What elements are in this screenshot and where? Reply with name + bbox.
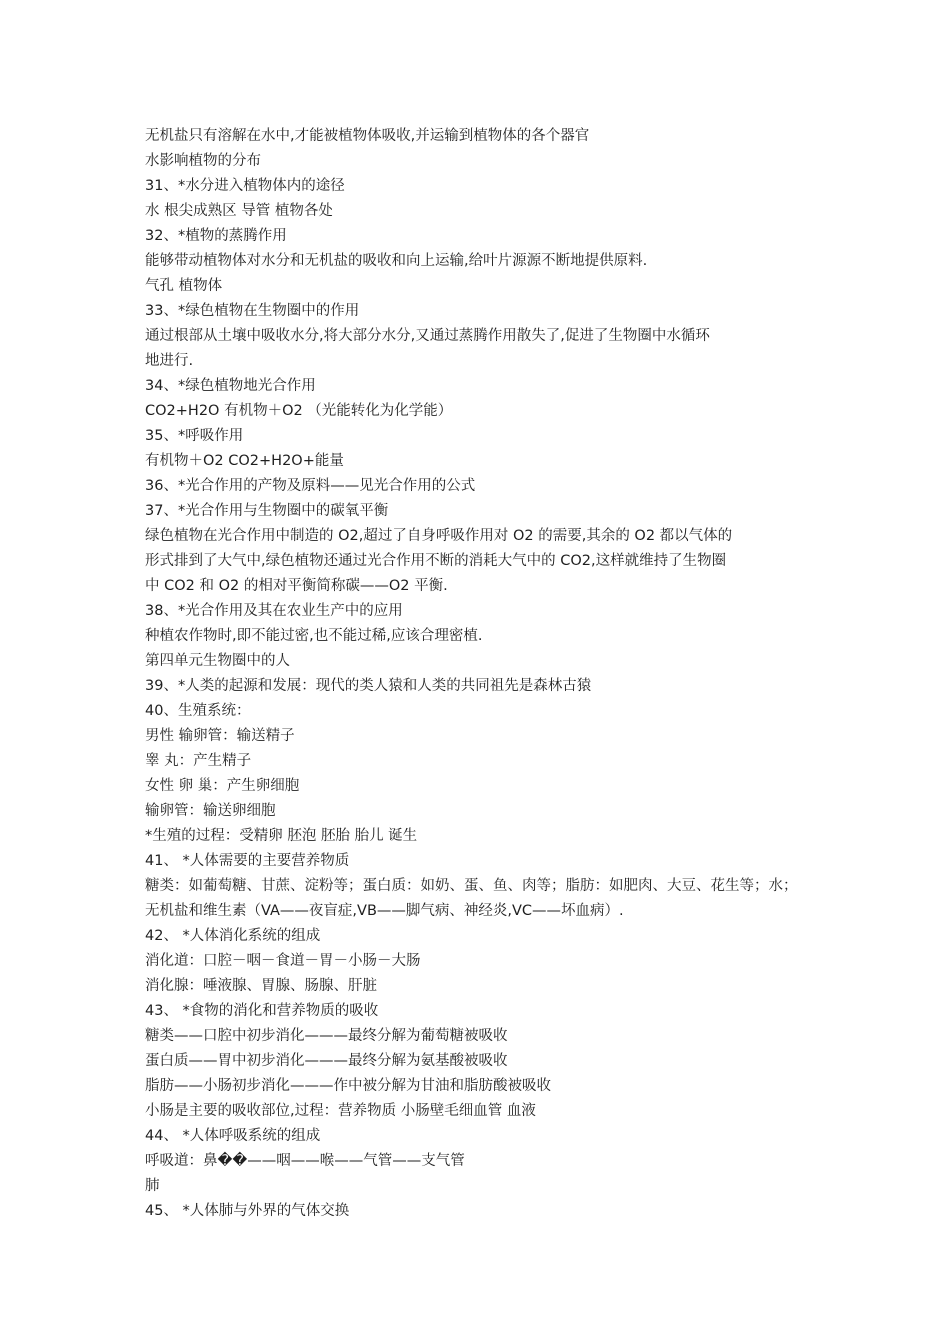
text-line: 无机盐只有溶解在水中,才能被植物体吸收,并运输到植物体的各个器官 <box>145 128 590 144</box>
text-line: 消化道：口腔－咽－食道－胃－小肠－大肠 <box>145 953 421 969</box>
text-line: 女性 卵 巢：产生卵细胞 <box>145 778 300 794</box>
text-line: 地进行. <box>145 353 194 369</box>
text-line: 通过根部从土壤中吸收水分,将大部分水分,又通过蒸腾作用散失了,促进了生物圈中水循环 <box>145 328 710 344</box>
text-line: 糖类——口腔中初步消化———最终分解为葡萄糖被吸收 <box>145 1028 508 1044</box>
text-line: 能够带动植物体对水分和无机盐的吸收和向上运输,给叶片源源不断地提供原料. <box>145 253 648 269</box>
text-line: 水影响植物的分布 <box>145 153 261 169</box>
text-line: 糖类：如葡萄糖、甘蔗、淀粉等；蛋白质：如奶、蛋、鱼、肉等；脂肪：如肥肉、大豆、花生等；水； <box>145 878 798 894</box>
section-heading: 41、 *人体需要的主要营养物质 <box>145 853 350 869</box>
section-heading: 36、*光合作用的产物及原料——见光合作用的公式 <box>145 478 476 494</box>
text-line: 绿色植物在光合作用中制造的 O2,超过了自身呼吸作用对 O2 的需要,其余的 O2 都以气体的 <box>145 528 733 544</box>
section-heading: 42、 *人体消化系统的组成 <box>145 928 321 944</box>
text-line: 消化腺：唾液腺、胃腺、肠腺、肝脏 <box>145 978 377 994</box>
text-line: 中 CO2 和 O2 的相对平衡简称碳——O2 平衡. <box>145 578 448 594</box>
section-heading: 37、*光合作用与生物圈中的碳氧平衡 <box>145 503 389 519</box>
text-line: 睾 丸：产生精子 <box>145 753 252 769</box>
text-line: 水 根尖成熟区 导管 植物各处 <box>145 203 333 219</box>
formula-line: 有机物＋O2 CO2+H2O+能量 <box>145 453 344 469</box>
section-heading: 44、 *人体呼吸系统的组成 <box>145 1128 321 1144</box>
section-heading: 35、*呼吸作用 <box>145 428 244 444</box>
text-line: 气孔 植物体 <box>145 278 223 294</box>
section-heading: 39、*人类的起源和发展：现代的类人猿和人类的共同祖先是森林古猿 <box>145 678 592 694</box>
section-heading: 32、*植物的蒸腾作用 <box>145 228 287 244</box>
text-line: 蛋白质——胃中初步消化———最终分解为氨基酸被吸收 <box>145 1053 508 1069</box>
unit-heading: 第四单元生物圈中的人 <box>145 653 290 669</box>
section-heading: 33、*绿色植物在生物圈中的作用 <box>145 303 360 319</box>
text-line: 肺 <box>145 1178 160 1194</box>
formula-line: CO2+H2O 有机物＋O2 （光能转化为化学能） <box>145 403 453 419</box>
text-line: 形式排到了大气中,绿色植物还通过光合作用不断的消耗大气中的 CO2,这样就维持了生物圈 <box>145 553 727 569</box>
text-line: *生殖的过程：受精卵 胚泡 胚胎 胎儿 诞生 <box>145 828 418 844</box>
text-line: 小肠是主要的吸收部位,过程：营养物质 小肠壁毛细血管 血液 <box>145 1103 536 1119</box>
text-line: 种植农作物时,即不能过密,也不能过稀,应该合理密植. <box>145 628 483 644</box>
section-heading: 40、生殖系统： <box>145 703 251 719</box>
section-heading: 34、*绿色植物地光合作用 <box>145 378 316 394</box>
text-line: 呼吸道：鼻��——咽——喉——气管——支气管 <box>145 1153 465 1169</box>
section-heading: 45、 *人体肺与外界的气体交换 <box>145 1203 350 1219</box>
section-heading: 38、*光合作用及其在农业生产中的应用 <box>145 603 403 619</box>
text-line: 无机盐和维生素（VA——夜盲症,VB——脚气病、神经炎,VC——坏血病）. <box>145 903 624 919</box>
section-heading: 31、*水分进入植物体内的途径 <box>145 178 345 194</box>
section-heading: 43、 *食物的消化和营养物质的吸收 <box>145 1003 379 1019</box>
text-line: 男性 输卵管：输送精子 <box>145 728 295 744</box>
document-body <box>145 124 825 1224</box>
text-line: 输卵管：输送卵细胞 <box>145 803 276 819</box>
text-line: 脂肪——小肠初步消化———作中被分解为甘油和脂肪酸被吸收 <box>145 1078 551 1094</box>
